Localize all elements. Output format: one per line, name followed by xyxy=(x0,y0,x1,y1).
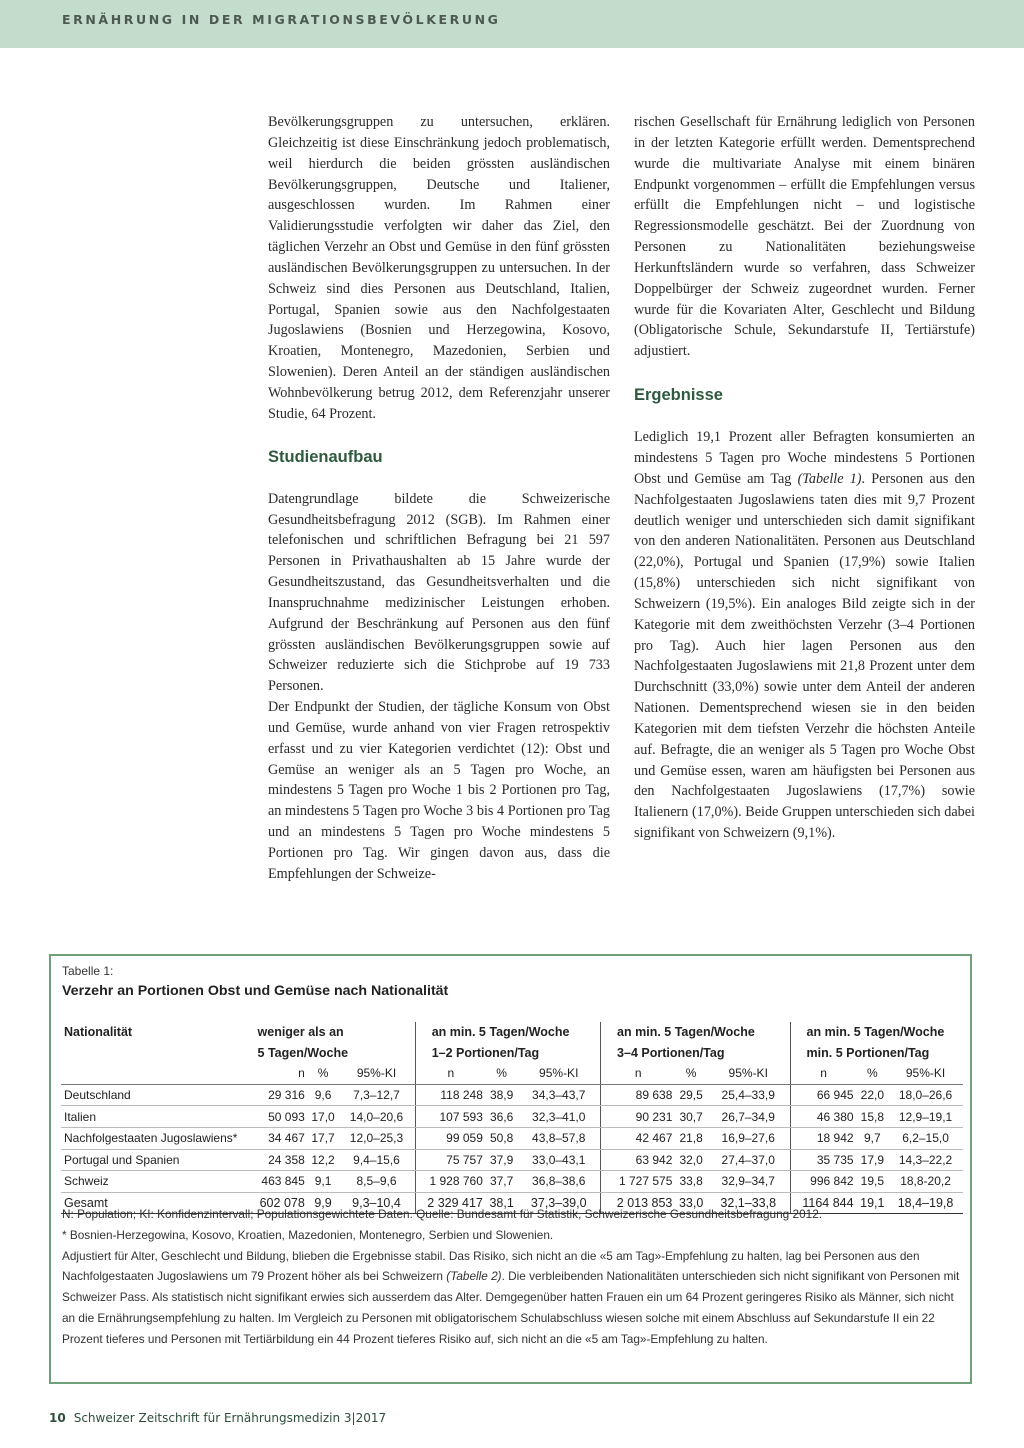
table-cell: 996 842 xyxy=(790,1171,857,1193)
table-title: Verzehr an Portionen Obst und Gemüse nach Nationalität xyxy=(62,983,449,999)
table-cell: 9,3–10,4 xyxy=(338,1192,415,1214)
group-header-2: an min. 5 Tagen/Woche xyxy=(415,1022,600,1043)
note-text-a: Adjustiert für Alter, Geschlecht und Bildung, blieben die Ergebnisse stabil. Das Risiko, sich nicht an die «5 am Tag»-Empfehlung zu halten, lag bei Personen aus den Nachfolgestaaten Jugoslawiens um 79 Prozent höher als bei Schweizern xyxy=(62,1248,920,1284)
note-text-b: . Die verbleibenden Nationalitäten unterschieden sich nicht signifikant von Personen mit Schweizer Pass. Als statistisch nicht signifikant erwies sich ausserdem das Alter. Demgegenüber hatten Frauen ein um 64 Prozent geringeres Risiko als Männer, sich nicht an die Ernährungsempfehlung zu halten. Im Vergleich zu Personen mit obligatorischem Schulabschluss wiesen solche mit einem Abschluss auf Sekundarstufe II ein 22 Prozent tieferes und Personen mit Tertiärbildung ein 44 Prozent tieferes Risiko auf, sich nicht an die «5 am Tag»-Empfehlung zu halten. xyxy=(62,1269,960,1346)
table-cell: 90 231 xyxy=(601,1106,676,1128)
left-paragraph-3: Der Endpunkt der Studien, der tägliche Konsum von Obst und Gemüse, wurde anhand von vier Fragen retrospektiv erfasst und zu vier Kategorien verdichtet (12): Obst und Gemüse an weniger als an 5 Tagen pro Woche, an mindestens 5 Tagen pro Woche 1 bis 2 Portionen pro Tag, an mindestens 5 Tagen pro Woche 3 bis 4 Portionen pro Tag und an mindestens 5 Tagen pro Woche mindestens 5 Portionen pro Tag. Wir gingen davon aus, dass die Empfehlungen der Schweize- xyxy=(268,699,610,882)
group-header-1: weniger als an xyxy=(248,1022,416,1043)
table-cell: 38,9 xyxy=(486,1084,518,1106)
table-cell: 46 380 xyxy=(790,1106,857,1128)
sub-ki: 95%-KI xyxy=(338,1063,415,1084)
table-reference-2: (Tabelle 2) xyxy=(446,1269,502,1284)
table-cell: 12,9–19,1 xyxy=(888,1106,963,1128)
sub-ki: 95%-KI xyxy=(517,1063,600,1084)
table-cell: 32,9–34,7 xyxy=(707,1171,790,1193)
table-cell: 36,6 xyxy=(486,1106,518,1128)
col-header-nationalitaet: Nationalität xyxy=(64,1025,133,1040)
table-box xyxy=(49,954,972,1384)
table-cell: 8,5–9,6 xyxy=(338,1171,415,1193)
sub-n: n xyxy=(415,1063,486,1084)
table-cell: 9,1 xyxy=(308,1171,339,1193)
row-label: Schweiz xyxy=(61,1171,248,1193)
header-band xyxy=(0,0,1024,48)
note-abbreviations: N: Population; KI: Konfidenzintervall; Populationsgewichtete Daten. Quelle: Bundesamt für Statistik, Schweizerische Gesundheitsbefragung 2012. xyxy=(62,1207,823,1221)
sub-ki: 95%-KI xyxy=(888,1063,963,1084)
header-row-2 xyxy=(61,1043,963,1064)
subheader-row xyxy=(61,1063,963,1084)
table-row xyxy=(61,1106,963,1128)
table-cell: 18,8-20,2 xyxy=(888,1171,963,1193)
note-footnote: * Bosnien-Herzegowina, Kosovo, Kroatien, Mazedonien, Montenegro, Serbien und Slowenien. xyxy=(62,1227,554,1242)
sub-pct: % xyxy=(308,1063,339,1084)
sub-pct: % xyxy=(857,1063,889,1084)
table-cell: 18,4–19,8 xyxy=(888,1192,963,1214)
table-cell: 50 093 xyxy=(248,1106,308,1128)
table-cell: 17,7 xyxy=(308,1127,339,1149)
data-table xyxy=(61,1022,963,1214)
table-cell: 63 942 xyxy=(601,1149,676,1171)
sub-pct: % xyxy=(675,1063,707,1084)
header-row-1 xyxy=(61,1022,963,1043)
table-cell: 33,0 xyxy=(675,1192,707,1214)
table-cell: 15,8 xyxy=(857,1106,889,1128)
table-cell: 34 467 xyxy=(248,1127,308,1149)
table-cell: 22,0 xyxy=(857,1084,889,1106)
row-label: Nachfolgestaaten Jugoslawiens* xyxy=(61,1127,248,1149)
results-text-a: Lediglich 19,1 Prozent aller Befragten konsumierten an mindestens 5 Tagen pro Woche mindestens 5 Portionen Obst und Gemüse am Tag xyxy=(634,429,975,487)
table-cell: 7,3–12,7 xyxy=(338,1084,415,1106)
group-subheader-3: 3–4 Portionen/Tag xyxy=(601,1043,791,1064)
table-cell: 12,2 xyxy=(308,1149,339,1171)
table-cell: 35 735 xyxy=(790,1149,857,1171)
table-cell: 33,8 xyxy=(675,1171,707,1193)
table-cell: 9,6 xyxy=(308,1084,339,1106)
table-label: Tabelle 1: xyxy=(62,964,114,978)
table-notes xyxy=(62,1204,962,1350)
table-cell: 18 942 xyxy=(790,1127,857,1149)
table-row xyxy=(61,1084,963,1106)
note-adjusted-results xyxy=(62,1246,962,1350)
table-cell: 1164 844 xyxy=(790,1192,857,1214)
sub-ki: 95%-KI xyxy=(707,1063,790,1084)
results-text-b: . Personen aus den Nachfolgestaaten Jugoslawiens taten dies mit 9,7 Prozent deutlich weniger und unterschieden sich damit signifikant von den anderen Nationalitäten. Personen aus Deutschland (22,0%), Portugal und Spanien (17,9%) sowie Italien (15,8%) unterschieden sich nicht signifikant von Schweizern (19,5%). Ein analoges Bild zeigte sich in der Kategorie mit dem zweithöchsten Verzehr (3–4 Portionen pro Tag). Auch hier lagen Personen aus den Nachfolgestaaten Jugoslawiens mit 21,8 Prozent unter dem Durchschnitt (33,0%) sowie unter dem Anteil der anderen Nationen. Dementsprechend wiesen sie in den beiden Kategorien mit dem tiefsten Verzehr die höchsten Anteile auf. Befragte, die an weniger als 5 Tagen pro Woche Obst und Gemüse essen, waren am häufigsten bei Personen aus den Nachfolgestaaten Jugoslawiens (17,7%) sowie Italienern (17,0%). Beide Gruppen unterschieden sich dabei signifikant von Schweizern (9,1%). xyxy=(634,470,975,842)
table-cell: 32,3–41,0 xyxy=(517,1106,600,1128)
row-label: Deutschland xyxy=(61,1084,248,1106)
table-row xyxy=(61,1127,963,1149)
table-cell: 33,0–43,1 xyxy=(517,1149,600,1171)
table-cell: 463 845 xyxy=(248,1171,308,1193)
table-cell: 29,5 xyxy=(675,1084,707,1106)
left-paragraph-2: Datengrundlage bildete die Schweizerische Gesundheitsbefragung 2012 (SGB). Im Rahmen einer telefonischen und schriftlichen Befragung bei 21 597 Personen in Privathaushalten ab 15 Jahre wurde der Gesundheitszustand, das Gesundheitsverhalten und die Inanspruchnahme medizinischer Leistungen erhoben. Aufgrund der Beschränkung auf Personen aus den fünf grössten ausländischen Bevölkerungsgruppen sowie auf Schweizer reduzierte sich die Stichprobe auf 19 733 Personen. xyxy=(268,490,610,695)
left-paragraph-1: Bevölkerungsgruppen zu untersuchen, erklären. Gleichzeitig ist diese Einschränkung jedoch problematisch, weil hierdurch die beiden grössten ausländischen Bevölkerungsgruppen, Deutsche und Italiener, ausgeschlossen wurden. Im Rahmen einer Validierungsstudie verfolgten wir daher das Ziel, den täglichen Verzehr an Obst und Gemüse in den fünf grössten ausländischen Bevölkerungsgruppen zu untersuchen. In der Schweiz sind dies Personen aus Deutschland, Italien, Portugal, Spanien sowie aus den Nachfolgestaaten Jugoslawiens (Bosnien und Herzegowina, Kosovo, Kroatien, Montenegro, Mazedonien, Serbien und Slowenien). Deren Anteil an der ständigen ausländischen Wohnbevölkerung betrug 2012, dem Referenzjahr unserer Studie, 64 Prozent. xyxy=(268,114,610,422)
table-cell: 42 467 xyxy=(601,1127,676,1149)
table-cell: 19,5 xyxy=(857,1171,889,1193)
sub-pct: % xyxy=(486,1063,518,1084)
row-label: Portugal und Spanien xyxy=(61,1149,248,1171)
table-cell: 34,3–43,7 xyxy=(517,1084,600,1106)
group-subheader-1: 5 Tagen/Woche xyxy=(248,1043,416,1064)
table-cell: 43,8–57,8 xyxy=(517,1127,600,1149)
table-cell: 29 316 xyxy=(248,1084,308,1106)
table-cell: 75 757 xyxy=(415,1149,486,1171)
table-cell: 118 248 xyxy=(415,1084,486,1106)
sub-n: n xyxy=(248,1063,308,1084)
table-cell: 38,1 xyxy=(486,1192,518,1214)
table-cell: 30,7 xyxy=(675,1106,707,1128)
table-cell: 37,9 xyxy=(486,1149,518,1171)
table-cell: 26,7–34,9 xyxy=(707,1106,790,1128)
right-column xyxy=(634,112,975,844)
sub-n: n xyxy=(601,1063,676,1084)
table-cell: 18,0–26,6 xyxy=(888,1084,963,1106)
table-cell: 50,8 xyxy=(486,1127,518,1149)
table-cell: 14,0–20,6 xyxy=(338,1106,415,1128)
table-cell: 17,9 xyxy=(857,1149,889,1171)
group-header-4: an min. 5 Tagen/Woche xyxy=(806,1025,945,1040)
table-cell: 17,0 xyxy=(308,1106,339,1128)
table-cell: 14,3–22,2 xyxy=(888,1149,963,1171)
table-cell: 6,2–15,0 xyxy=(888,1127,963,1149)
table-cell: 27,4–37,0 xyxy=(707,1149,790,1171)
table-cell: 99 059 xyxy=(415,1127,486,1149)
group-header-3: an min. 5 Tagen/Woche xyxy=(601,1022,791,1043)
table-cell: 66 945 xyxy=(790,1084,857,1106)
left-column xyxy=(268,112,610,885)
table-cell: 1 727 575 xyxy=(601,1171,676,1193)
page-number: 10 xyxy=(49,1411,66,1425)
table-cell: 9,9 xyxy=(308,1192,339,1214)
table-cell: 21,8 xyxy=(675,1127,707,1149)
group-subheader-2: 1–2 Portionen/Tag xyxy=(415,1043,600,1064)
table-cell: 2 329 417 xyxy=(415,1192,486,1214)
table-reference-1: (Tabelle 1) xyxy=(797,470,862,487)
table-cell: 1 928 760 xyxy=(415,1171,486,1193)
sub-n: n xyxy=(790,1063,857,1084)
table-cell: 36,8–38,6 xyxy=(517,1171,600,1193)
table-cell: 37,7 xyxy=(486,1171,518,1193)
right-paragraph-2 xyxy=(634,427,975,844)
row-label: Gesamt xyxy=(61,1192,248,1214)
table-cell: 25,4–33,9 xyxy=(707,1084,790,1106)
running-title: ERNÄHRUNG IN DER MIGRATIONSBEVÖLKERUNG xyxy=(62,12,501,27)
table-cell: 89 638 xyxy=(601,1084,676,1106)
page-footer xyxy=(49,1411,386,1425)
table-row xyxy=(61,1149,963,1171)
table-row xyxy=(61,1171,963,1193)
table-cell: 32,1–33,8 xyxy=(707,1192,790,1214)
section-heading-ergebnisse: Ergebnisse xyxy=(634,386,723,405)
table-cell: 19,1 xyxy=(857,1192,889,1214)
table-cell: 9,7 xyxy=(857,1127,889,1149)
table-cell: 2 013 853 xyxy=(601,1192,676,1214)
section-heading-studienaufbau: Studienaufbau xyxy=(268,447,383,466)
table-cell: 12,0–25,3 xyxy=(338,1127,415,1149)
table-cell: 32,0 xyxy=(675,1149,707,1171)
right-paragraph-1: rischen Gesellschaft für Ernährung lediglich von Personen in der letzten Kategorie erfüllt werden. Dementsprechend wurde die multivariate Analyse mit einem binären Endpunkt vorgenommen – erfüllt die Empfehlungen versus erfüllt die Empfehlungen nicht – und logistische Regressionsmodelle geschätzt. Bei der Zuordnung von Personen zu Nationalitäten beziehungsweise Herkunftsländern wurde so verfahren, dass Schweizer Doppelbürger der Schweiz zugeordnet wurden. Ferner wurde für die Kovariaten Alter, Geschlecht und Bildung (Obligatorische Schule, Sekundarstufe II, Tertiärstufe) adjustiert. xyxy=(634,114,975,360)
table-cell: 37,3–39,0 xyxy=(517,1192,600,1214)
journal-name: Schweizer Zeitschrift für Ernährungsmedizin 3|2017 xyxy=(73,1411,387,1425)
row-label: Italien xyxy=(61,1106,248,1128)
table-cell: 602 078 xyxy=(248,1192,308,1214)
table-cell: 9,4–15,6 xyxy=(338,1149,415,1171)
group-subheader-4: min. 5 Portionen/Tag xyxy=(806,1045,930,1060)
table-body xyxy=(61,1084,963,1214)
table-cell: 107 593 xyxy=(415,1106,486,1128)
table-cell: 16,9–27,6 xyxy=(707,1127,790,1149)
table-cell: 24 358 xyxy=(248,1149,308,1171)
